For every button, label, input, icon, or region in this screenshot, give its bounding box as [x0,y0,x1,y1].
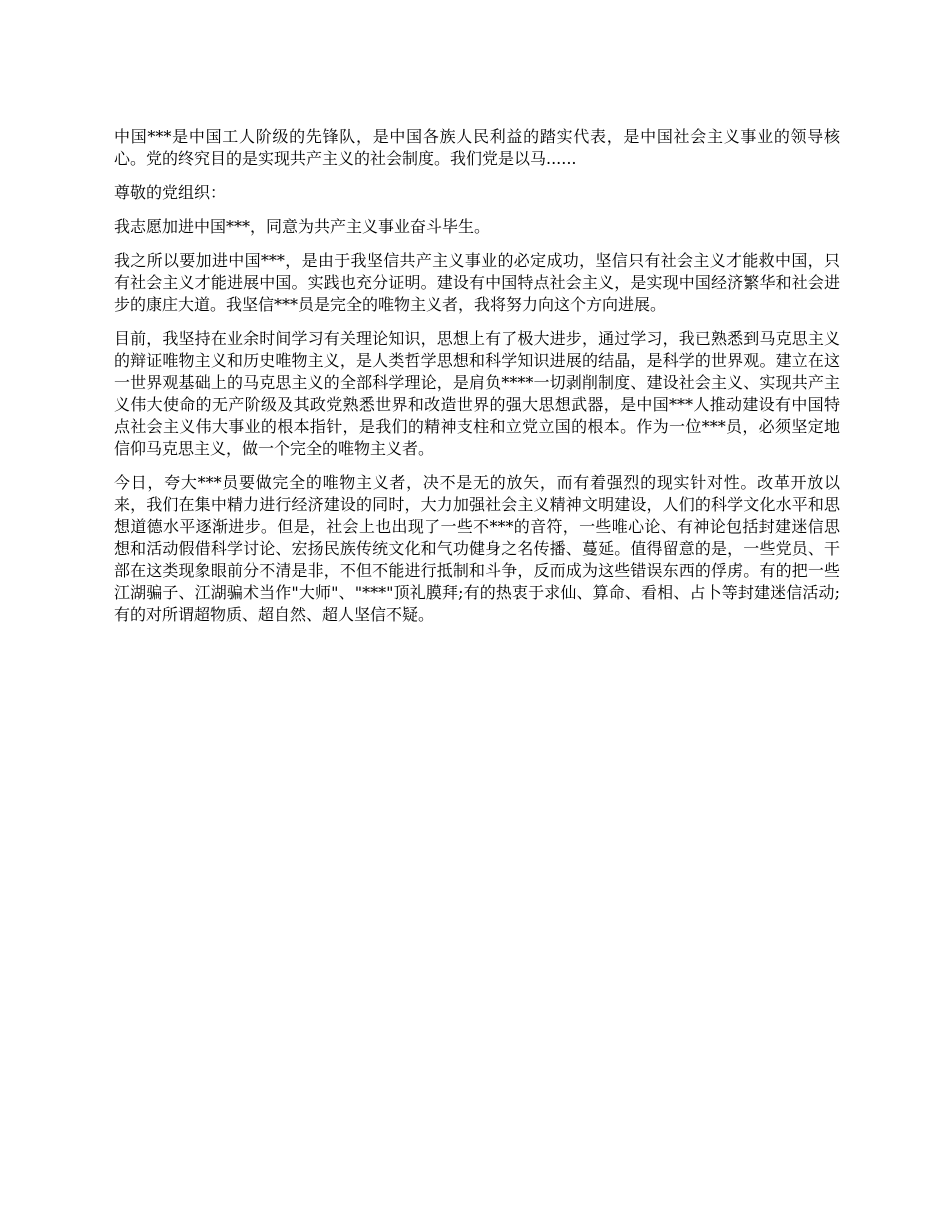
document-body [114,126,840,638]
paragraph-current-issues: 今日，夸大***员要做完全的唯物主义者，决不是无的放矢，而有着强烈的现实针对性。改革开放以来，我们在集中精力进行经济建设的同时，大力加强社会主义精神文明建设，人们的科学文化水平和思想道德水平逐渐进步。但是，社会上也出现了一些不***的音符，一些唯心论、有神论包括封建迷信思想和活动假借科学讨论、宏扬民族传统文化和气功健身之名传播、蔓延。值得留意的是，一些党员、干部在这类现象眼前分不清是非，不但不能进行抵制和斗争，反而成为这些错误东西的俘虏。有的把一些江湖骗子、江湖骗术当作"大师"、"***"顶礼膜拜;有的热衷于求仙、算命、看相、占卜等封建迷信活动;有的对所谓超物质、超自然、超人坚信不疑。 [114,473,840,624]
paragraph-salutation: 尊敬的党组织： [114,183,227,202]
paragraph-study: 目前，我坚持在业余时间学习有关理论知识，思想上有了极大进步，通过学习，我已熟悉到马克思主义的辩证唯物主义和历史唯物主义，是人类哲学思想和科学知识进展的结晶，是科学的世界观。建立在这一世界观基础上的马克思主义的全部科学理论，是肩负****一切剥削制度、建设社会主义、实现共产主义伟大使命的无产阶级及其政党熟悉世界和改造世界的强大思想武器，是中国***人推动建设有中国特点社会主义伟大事业的根本指针，是我们的精神支柱和立党立国的根本。作为一位***员，必须坚定地信仰马克思主义，做一个完全的唯物主义者。 [114,329,840,458]
paragraph-reasons: 我之所以要加进中国***，是由于我坚信共产主义事业的必定成功，坚信只有社会主义才能救中国，只有社会主义才能进展中国。实践也充分证明。建设有中国特点社会主义，是实现中国经济繁华和社会进步的康庄大道。我坚信***员是完全的唯物主义者，我将努力向这个方向进展。 [114,251,840,314]
paragraph-intro: 中国***是中国工人阶级的先锋队，是中国各族人民利益的踏实代表，是中国社会主义事业的领导核心。党的终究目的是实现共产主义的社会制度。我们党是以马...... [114,127,840,168]
paragraph-declaration: 我志愿加进中国***，同意为共产主义事业奋斗毕生。 [114,217,491,236]
